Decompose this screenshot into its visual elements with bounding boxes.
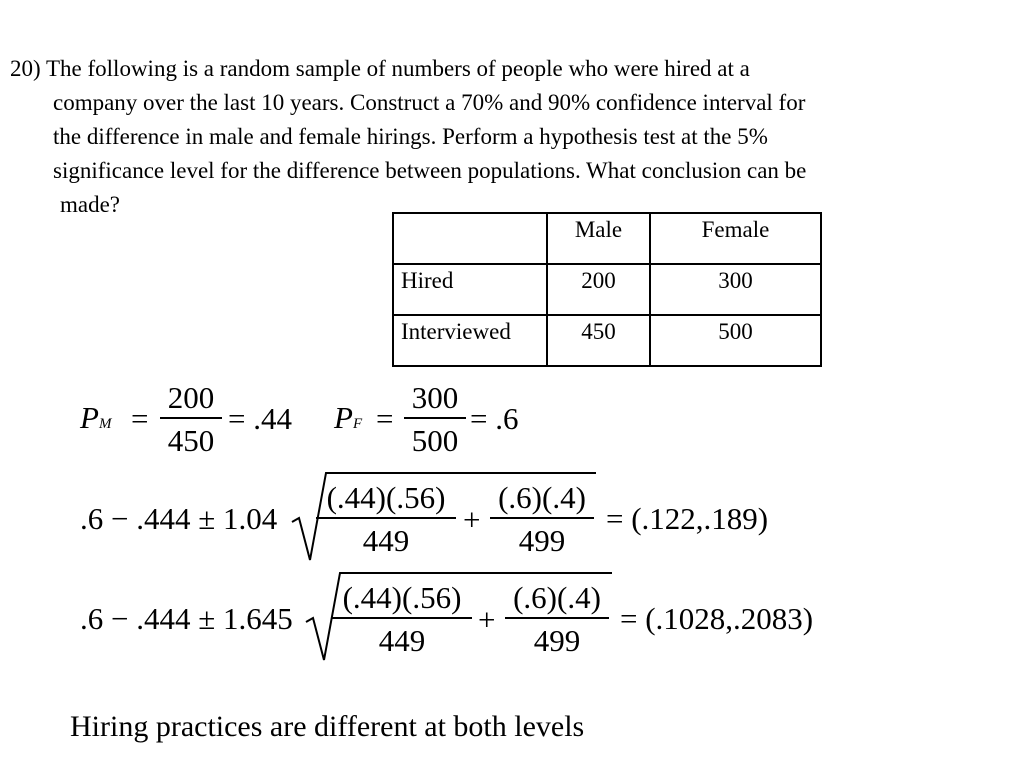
table-row-label: Hired <box>393 264 547 315</box>
male-fraction: 200 450 <box>160 382 222 456</box>
table-header-row <box>393 213 821 264</box>
question-line-5: made? <box>60 192 121 217</box>
interval-result: = (.122,.189) <box>606 501 769 536</box>
conclusion-text: Hiring practices are different at both levels <box>70 710 585 743</box>
equals-sign: = <box>131 401 149 436</box>
interval-term1-fraction: (.44)(.56) 449 <box>316 482 456 556</box>
table-cell: 450 <box>547 315 650 366</box>
interval-prefix: .6 − .444 ± 1.04 <box>80 501 278 536</box>
equals-sign: = <box>376 401 394 436</box>
table-cell: 200 <box>547 264 650 315</box>
question-line-1: 20) The following is a random sample of numbers of people who were hired at a <box>10 56 750 81</box>
hiring-data-table <box>392 212 822 367</box>
interval-result: = (.1028,.2083) <box>620 601 814 636</box>
interval-term2-fraction: (.6)(.4) 499 <box>490 482 594 556</box>
table-header-cell: Female <box>650 213 821 264</box>
question-line-4: significance level for the difference between populations. What conclusion can be <box>53 158 807 183</box>
male-proportion-symbol: PM <box>80 400 112 435</box>
table-cell: 500 <box>650 315 821 366</box>
female-proportion-result: = .6 <box>470 401 519 436</box>
table-header-cell: Male <box>547 213 650 264</box>
table-cell: 300 <box>650 264 821 315</box>
question-line-2: company over the last 10 years. Construct a 70% and 90% confidence interval for <box>53 90 806 115</box>
interval-prefix: .6 − .444 ± 1.645 <box>80 601 293 636</box>
question-line-3: the difference in male and female hirings. Perform a hypothesis test at the 5% <box>53 124 768 149</box>
table-row-label: Interviewed <box>393 315 547 366</box>
plus-sign: + <box>478 602 496 637</box>
male-proportion-result: = .44 <box>228 401 292 436</box>
interval-term1-fraction: (.44)(.56) 449 <box>332 582 472 656</box>
table-row <box>393 264 821 315</box>
interval-term2-fraction: (.6)(.4) 499 <box>505 582 609 656</box>
female-fraction: 300 500 <box>404 382 466 456</box>
plus-sign: + <box>463 502 481 537</box>
female-proportion-symbol: PF <box>334 400 363 435</box>
table-header-cell <box>393 213 547 264</box>
table-row <box>393 315 821 366</box>
